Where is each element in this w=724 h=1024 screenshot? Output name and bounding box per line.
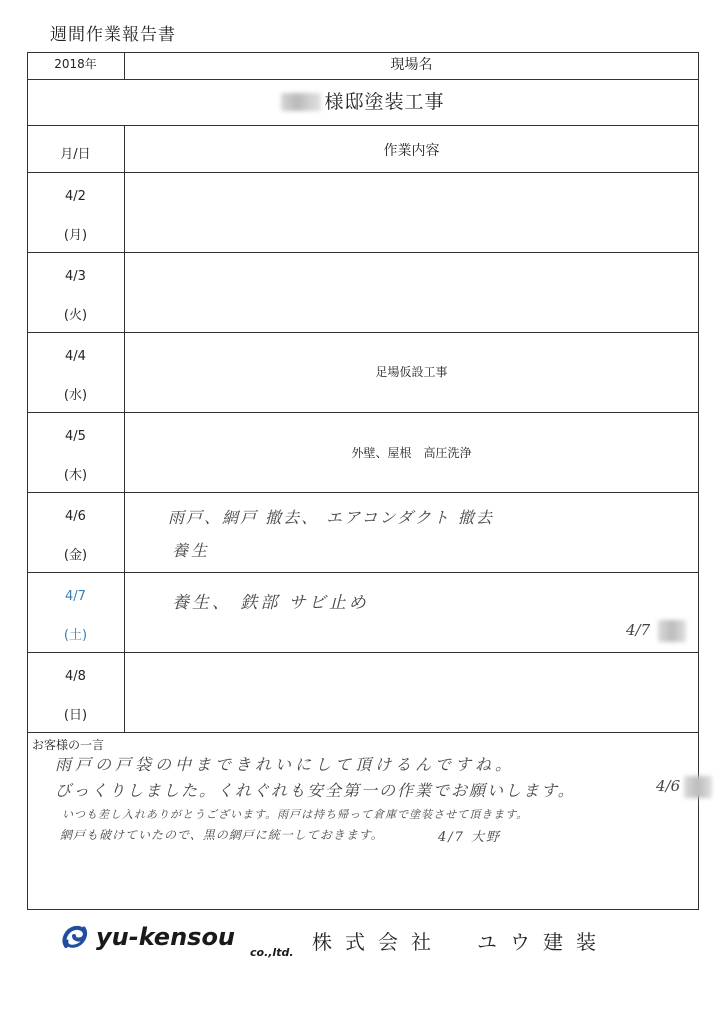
customer-comment-line: 雨戸の戸袋の中まできれいにして頂けるんですね。 — [55, 755, 516, 774]
date-label: 4/5 — [65, 429, 86, 444]
row-date — [27, 429, 124, 483]
row-date — [27, 269, 124, 323]
divider — [27, 572, 699, 573]
comment-signature: 4/7 大野 — [438, 830, 502, 845]
divider — [27, 332, 699, 333]
company-name: 株式会社 ユウ建装 — [312, 930, 609, 954]
handwritten-work: 養生 — [172, 541, 211, 560]
customer-comment-line: いつも差し入れありがとうございます。雨戸は持ち帰って倉庫で塗装させて頂きます。 — [62, 808, 529, 821]
weekday-label: (木) — [63, 468, 88, 483]
divider — [27, 172, 699, 173]
handwritten-work: 養生、 鉄部 サビ止め — [172, 593, 369, 613]
weekday-label: (火) — [63, 308, 88, 323]
row-date — [27, 349, 124, 403]
weekday-label: (金) — [63, 548, 88, 563]
comment-date: 4/6 — [656, 776, 712, 798]
weekday-label: (日) — [63, 708, 88, 723]
row-date — [27, 669, 124, 723]
divider — [27, 252, 699, 253]
row-date — [27, 189, 124, 243]
customer-comment-line: びっくりしました。くれぐれも安全第一の作業でお願いします。 — [55, 781, 576, 800]
site-name-label: 現場名 — [390, 57, 433, 73]
date-label: 4/6 — [65, 509, 86, 524]
divider — [27, 412, 699, 413]
logo-text: yu-kensou — [96, 923, 236, 951]
date-column-header: 月/日 — [60, 147, 91, 162]
logo-subtext: co.,ltd. — [250, 946, 294, 959]
site-name: 様邸塗装工事 — [27, 87, 699, 114]
divider — [27, 492, 699, 493]
date-label: 4/7 — [65, 589, 86, 604]
work-column-header: 作業内容 — [383, 143, 440, 159]
customer-comment-line: 網戸も破けていたので、黒の網戸に統一しておきます。 — [60, 828, 384, 842]
blurred-name — [684, 776, 712, 798]
handwritten-work: 雨戸、網戸 撤去、 エアコンダクト 撤去 — [168, 508, 494, 527]
divider — [27, 732, 699, 733]
divider — [27, 652, 699, 653]
divider — [124, 125, 125, 732]
handwritten-signature: 4/7 — [626, 620, 686, 642]
date-label: 4/3 — [65, 269, 86, 284]
logo-swirl-icon — [60, 922, 90, 952]
date-label: 4/8 — [65, 669, 86, 684]
date-label: 4/4 — [65, 349, 86, 364]
year-cell: 2018年 — [54, 57, 97, 71]
weekday-label: (月) — [63, 228, 88, 243]
company-logo — [60, 920, 294, 959]
blurred-name — [281, 93, 321, 111]
divider — [27, 79, 699, 80]
weekday-label: (水) — [63, 388, 88, 403]
blurred-name — [658, 620, 686, 642]
date-label: 4/2 — [65, 189, 86, 204]
document-title: 週間作業報告書 — [50, 25, 176, 45]
weekday-label: (土) — [63, 628, 88, 643]
row-date — [27, 589, 124, 643]
divider — [27, 125, 699, 126]
work-content: 足場仮設工事 — [375, 365, 448, 379]
customer-comment-label: お客様の一言 — [32, 738, 105, 752]
work-content: 外壁、屋根 高圧洗浄 — [351, 446, 472, 460]
row-date — [27, 509, 124, 563]
